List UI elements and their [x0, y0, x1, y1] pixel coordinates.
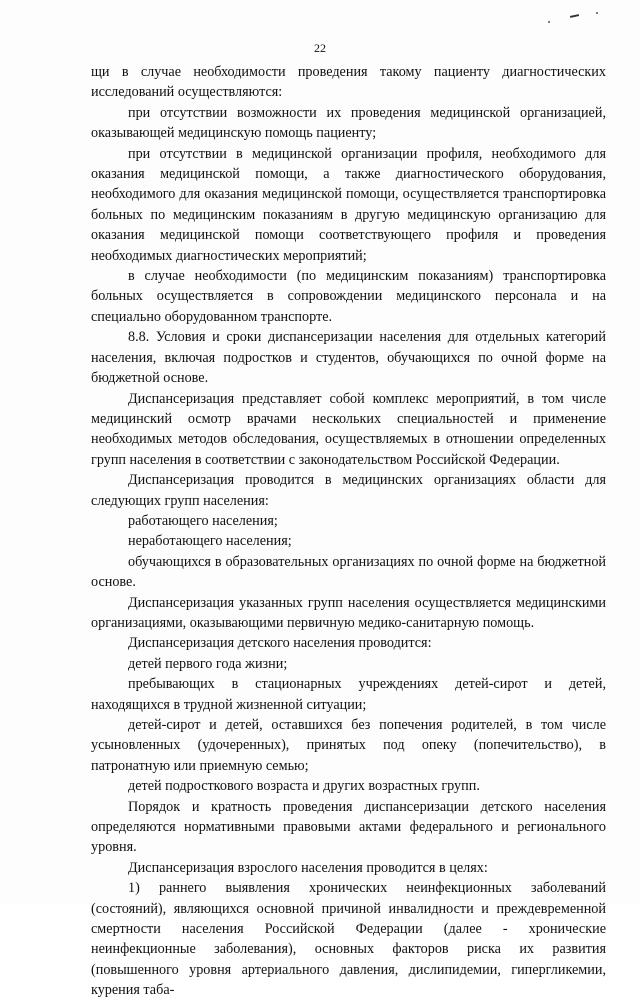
paragraph: щи в случае необходимости проведения такому пациенту диагностических исследований осуществляются: [91, 64, 606, 101]
paragraph: Порядок и кратность проведения диспансеризации детского населения определяются нормативными правовыми актами федерального и регионального уровня. [91, 798, 606, 856]
paragraph: при отсутствии в медицинской организации профиля, необходимого для оказания медицинской помощи, а также диагностического оборудования, необходимого для оказания медицинской помощи, осуществляется транспортировка больных по медицинским показаниям в другую медицинскую организацию для оказания медицинской помощи соответствующего профиля и проведения необходимых диагностических мероприятий; [91, 145, 606, 264]
paragraph: Диспансеризация взрослого населения проводится в целях: [128, 859, 488, 876]
document-body [91, 62, 606, 1001]
paragraph: детей первого года жизни; [128, 655, 288, 672]
paragraph: детей подросткового возраста и других возрастных групп. [128, 778, 480, 795]
scan-artifact [570, 14, 579, 18]
paragraph: 8.8. Условия и сроки диспансеризации населения для отдельных категорий населения, включая подростков и студентов, обучающихся по очной форме на бюджетной основе. [91, 329, 606, 387]
paragraph: Диспансеризация проводится в медицинских организациях области для следующих групп населения: [91, 472, 606, 509]
paragraph: 1) раннего выявления хронических неинфекционных заболеваний (состояний), являющихся основной причиной инвалидности и преждевременной смертности населения Российской Федерации (далее - хронические неинфекционные заболевания), основных факторов риска их развития (повышенного уровня артериального давления, дислипидемии, гипергликемии, курения таба- [91, 880, 606, 999]
scan-artifact [548, 21, 550, 23]
paragraph: в случае необходимости (по медицинским показаниям) транспортировка больных осуществляется в сопровождении медицинского персонала и на специально оборудованном транспорте. [91, 268, 606, 325]
paragraph: пребывающих в стационарных учреждениях детей-сирот и детей, находящихся в трудной жизненной ситуации; [91, 676, 606, 713]
scan-artifact [596, 12, 598, 14]
paragraph: Диспансеризация детского населения проводится: [128, 635, 432, 652]
paragraph: обучающихся в образовательных организациях по очной форме на бюджетной основе. [91, 553, 606, 591]
paragraph: неработающего населения; [128, 533, 292, 550]
paragraph: при отсутствии возможности их проведения медицинской организацией, оказывающей медицинскую помощь пациенту; [91, 104, 606, 142]
paragraph: Диспансеризация указанных групп населения осуществляется медицинскими организациями, оказывающими первичную медико-санитарную помощь. [91, 594, 606, 631]
paragraph: Диспансеризация представляет собой комплекс мероприятий, в том числе медицинский осмотр врачами нескольких специальностей и применение необходимых методов обследования, осуществляемых в отношении определенных групп населения в соответствии с законодательством Российской Федерации. [91, 390, 606, 468]
paragraph: детей-сирот и детей, оставшихся без попечения родителей, в том числе усыновленных (удочеренных), принятых под опеку (попечительство), в патронатную или приемную семью; [91, 717, 606, 774]
page-number: 22 [314, 41, 326, 55]
paragraph: работающего населения; [128, 512, 278, 529]
